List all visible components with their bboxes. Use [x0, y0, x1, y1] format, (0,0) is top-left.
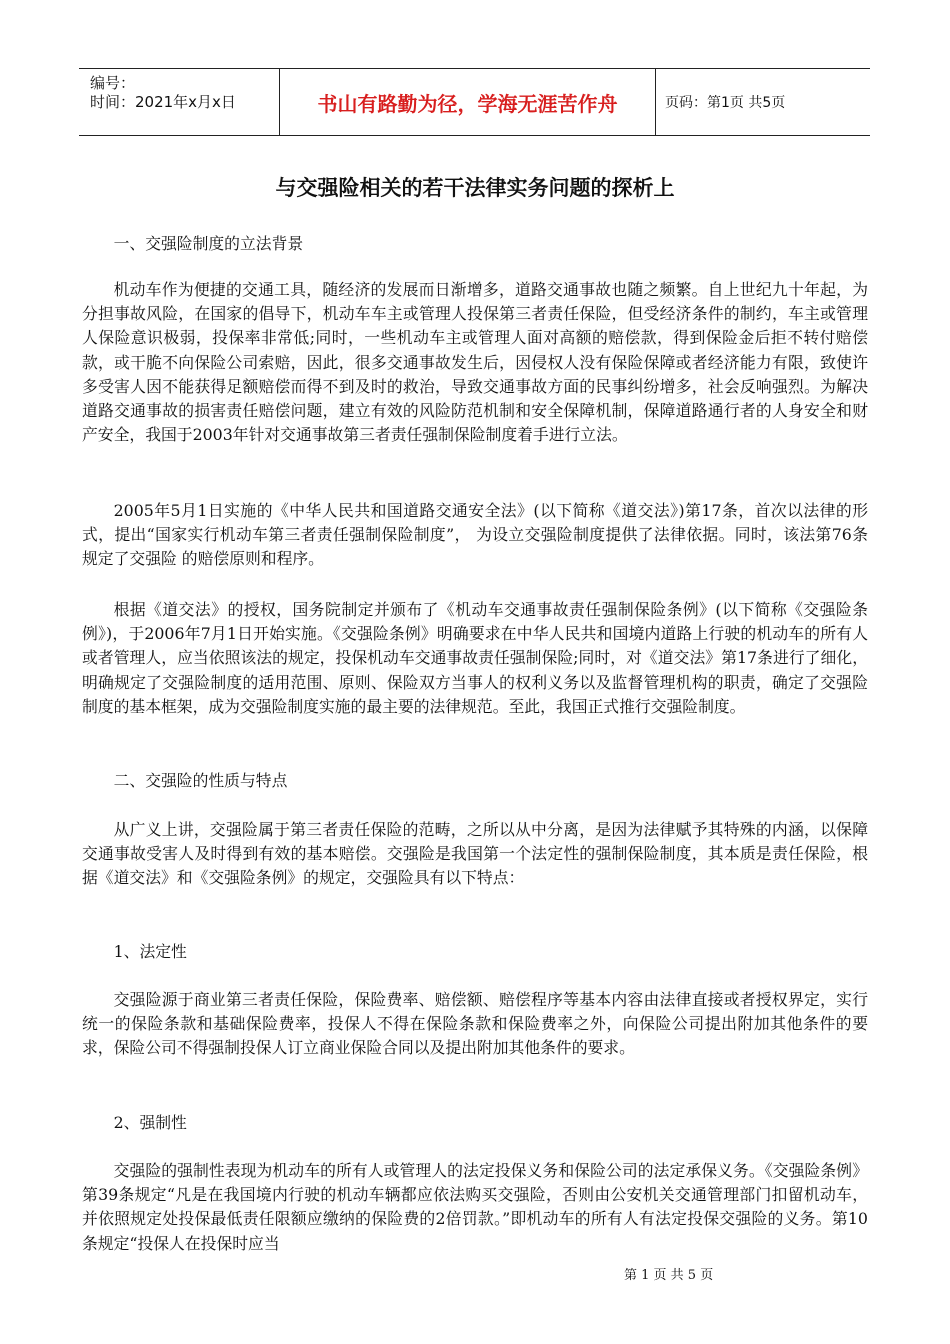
- header-meta-cell: [79, 69, 280, 135]
- document-date: 时间：2021年x月x日: [90, 93, 236, 111]
- paragraph-nature: 从广义上讲，交强险属于第三者责任保险的范畴，之所以从中分离，是因为法律赋予其特殊的内涵，以保障交通事故受害人及时得到有效的基本赔偿。交强险是我国第一个法定性的强制保险制度，其本质是责任保险，根据《道交法》和《交强险条例》的规定，交强险具有以下特点：: [82, 820, 868, 888]
- paragraph-statutory: 交强险源于商业第三者责任保险，保险费率、赔偿额、赔偿程序等基本内容由法律直接或者授权界定，实行统一的保险条款和基础保险费率，投保人不得在保险条款和保险费率之外，向保险公司提出附加其他条件的要求，保险公司不得强制投保人订立商业保险合同以及提出附加其他条件的要求。: [82, 990, 868, 1058]
- subheading-compulsory: 2、强制性: [113, 1113, 187, 1132]
- page-footer: 第 1 页 共 5 页: [624, 1268, 714, 1283]
- section-heading-2: 二、交强险的性质与特点: [113, 771, 288, 790]
- paragraph-compulsory: 交强险的强制性表现为机动车的所有人或管理人的法定投保义务和保险公司的法定承保义务。《交强险条例》第39条规定“凡是在我国境内行驶的机动车辆都应依法购买交强险，否则由公安机关交通管理部门扣留机动车，并依照规定处投保最低责任限额应缴纳的保险费的2倍罚款。”即机动车的所有人有法定投保交强险的义务。第10条规定“投保人在投保时应当: [82, 1161, 868, 1253]
- page-header: [79, 68, 870, 136]
- header-motto: 书山有路勤为径，学海无涯苦作舟: [280, 69, 656, 135]
- document-number-label: 编号：: [90, 74, 136, 92]
- document-title: 与交强险相关的若干法律实务问题的探析上: [275, 176, 675, 200]
- paragraph-regulations: 根据《道交法》的授权，国务院制定并颁布了《机动车交通事故责任强制保险条例》(以下简称《交强险条例》)，于2006年7月1日开始实施。《交强险条例》明确要求在中华人民共和国境内道路上行驶的机动车的所有人或者管理人，应当依照该法的规定，投保机动车交通事故责任强制保险;同时，对《道交法》第17条进行了细化，明确规定了交强险制度的适用范围、原则、保险双方当事人的权利义务以及监督管理机构的职责，确定了交强险制度的基本框架，成为交强险制度实施的最主要的法律规范。至此，我国正式推行交强险制度。: [82, 600, 868, 716]
- section-heading-1: 一、交强险制度的立法背景: [113, 234, 304, 253]
- header-page-info: 页码：第1页 共5页: [665, 95, 786, 111]
- paragraph-road-traffic-law: 2005年5月1日实施的《中华人民共和国道路交通安全法》(以下简称《道交法》)第17条，首次以法律的形式，提出“国家实行机动车第三者责任强制保险制度”， 为设立交强险制度提供了法律依据。同时，该法第76条 规定了交强险 的赔偿原则和程序。: [82, 501, 868, 569]
- paragraph-background: 机动车作为便捷的交通工具，随经济的发展而日渐增多，道路交通事故也随之频繁。自上世纪九十年起，为分担事故风险，在国家的倡导下，机动车车主或管理人投保第三者责任保险，但受经济条件的制约，车主或管理人保险意识极弱，投保率非常低;同时，一些机动车主或管理人面对高额的赔偿款，得到保险金后拒不转付赔偿款，或干脆不向保险公司索赔，因此，很多交通事故发生后，因侵权人没有保险保障或者经济能力有限，致使许多受害人因不能获得足额赔偿而得不到及时的救治，导致交通事故方面的民事纠纷增多，社会反响强烈。为解决道路交通事故的损害责任赔偿问题，建立有效的风险防范机制和安全保障机制，保障道路通行者的人身安全和财产安全，我国于2003年针对交通事故第三者责任强制保险制度着手进行立法。: [82, 280, 868, 445]
- subheading-statutory: 1、法定性: [113, 942, 187, 961]
